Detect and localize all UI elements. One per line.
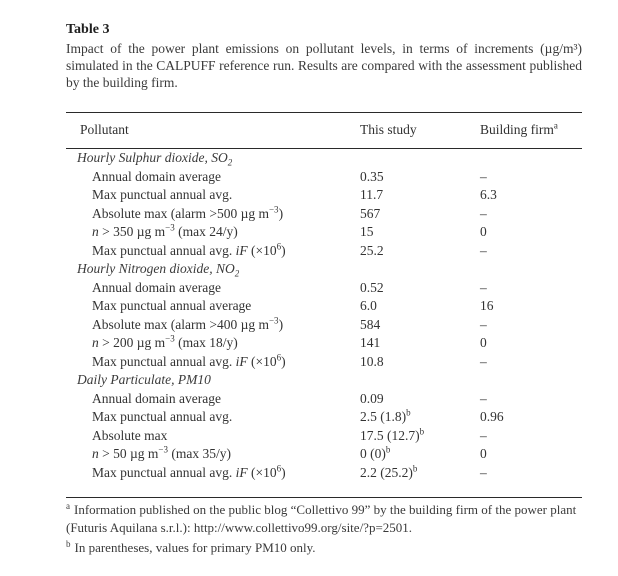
row-label-text: Absolute max (alarm >500 µg m <box>92 205 269 221</box>
row-label-italic: iF <box>235 464 248 480</box>
top-rule <box>66 112 582 113</box>
section-name: Hourly Nitrogen dioxide, NO <box>77 261 235 276</box>
this-study-cell <box>360 446 390 462</box>
row-label-text: (max 18/y) <box>174 335 238 350</box>
row-label-superscript: 6 <box>276 352 282 362</box>
this-study-cell <box>360 317 380 333</box>
row-label <box>92 280 221 296</box>
row-label-superscript: −3 <box>165 333 175 344</box>
footnote-a-text: Information published on the public blog “Collettivo 99” by the building firm of the power plant (Futuris Aquilana s.r.l.): http://www.collettivo99.org/site/?p=2501. <box>66 502 577 535</box>
building-firm-cell: 0 <box>480 224 487 239</box>
bottom-rule <box>66 497 582 498</box>
row-label <box>92 335 238 351</box>
section-label <box>77 261 239 277</box>
section-name: Daily Particulate, PM10 <box>77 372 211 387</box>
row-label <box>92 465 286 481</box>
table-row <box>0 187 618 206</box>
row-label-italic: n <box>92 446 99 461</box>
this-study-value: 11.7 <box>360 187 384 202</box>
row-label-text: > 350 µg m <box>98 224 166 239</box>
this-study-note-mark: b <box>412 463 418 473</box>
row-label-superscript: −3 <box>165 222 175 233</box>
row-label-italic: n <box>92 335 99 350</box>
row-label <box>92 391 221 407</box>
row-label-text: (×10 <box>247 242 277 258</box>
table-row <box>0 354 618 373</box>
row-label-text: (max 24/y) <box>174 224 238 239</box>
header-rule <box>66 148 582 149</box>
table-caption: Impact of the power plant emissions on pollutant levels, in terms of increments (µg/m³) simulated in the CALPUFF reference run. Results are compared with the assessment published by the building firm. <box>66 41 582 91</box>
row-label-text: ) <box>281 353 286 369</box>
table-row <box>0 428 618 447</box>
row-label-superscript: 6 <box>276 463 282 473</box>
this-study-value: 567 <box>360 205 381 221</box>
building-firm-cell: 16 <box>480 298 494 313</box>
footnote-b <box>66 539 582 557</box>
building-firm-cell: – <box>480 205 487 221</box>
column-header-this-study: This study <box>360 122 417 137</box>
this-study-cell <box>360 206 380 222</box>
column-header-note-mark: a <box>553 120 558 131</box>
row-label-text: ) <box>281 242 286 258</box>
building-firm-cell: – <box>480 390 487 406</box>
row-label <box>92 298 251 314</box>
column-header-building-firm <box>480 122 558 138</box>
footnote-a-mark: a <box>66 500 70 511</box>
this-study-value: 584 <box>360 316 381 332</box>
section-row <box>0 261 618 280</box>
this-study-cell <box>360 465 417 481</box>
table-row <box>0 391 618 410</box>
section-row <box>0 372 618 391</box>
this-study-value: 6.0 <box>360 298 377 313</box>
row-label <box>92 428 167 444</box>
this-study-note-mark: b <box>406 407 411 418</box>
section-name-subscript: 2 <box>234 268 240 279</box>
this-study-value: 2.5 (1.8) <box>360 409 407 424</box>
section-name-subscript: 2 <box>227 157 233 168</box>
this-study-cell <box>360 354 384 370</box>
this-study-note-mark: b <box>419 426 425 436</box>
this-study-value: 141 <box>360 335 381 350</box>
row-label-superscript: −3 <box>158 444 168 455</box>
this-study-value: 10.8 <box>360 353 384 369</box>
table-row <box>0 224 618 243</box>
section-label <box>77 372 211 388</box>
row-label-text: Max punctual annual avg. <box>92 353 236 369</box>
this-study-cell <box>360 298 377 314</box>
building-firm-cell: – <box>480 242 487 258</box>
table-row <box>0 409 618 428</box>
row-label-text: > 200 µg m <box>98 335 166 350</box>
table-row <box>0 206 618 225</box>
row-label <box>92 224 238 240</box>
building-firm-cell: 6.3 <box>480 187 497 202</box>
row-label-superscript: 6 <box>276 241 282 251</box>
row-label-text: Absolute max <box>92 427 168 443</box>
row-label <box>92 243 286 259</box>
row-label-text: Max punctual annual average <box>92 298 252 313</box>
row-label <box>92 317 283 333</box>
row-label-text: Max punctual annual avg. <box>92 187 233 202</box>
table-row <box>0 243 618 262</box>
row-label <box>92 409 232 425</box>
this-study-cell <box>360 187 383 203</box>
building-firm-cell: 0 <box>480 446 487 461</box>
section-label <box>77 150 232 166</box>
table-row <box>0 446 618 465</box>
table-row <box>0 169 618 188</box>
building-firm-cell: – <box>480 168 487 184</box>
section-row <box>0 150 618 169</box>
row-label-text: (×10 <box>247 464 277 480</box>
this-study-value: 0 (0) <box>360 446 386 461</box>
building-firm-cell: – <box>480 427 487 443</box>
row-label <box>92 446 231 462</box>
row-label-text: Annual domain average <box>92 168 221 184</box>
table-row <box>0 335 618 354</box>
row-label-text: Max punctual annual avg. <box>92 409 233 424</box>
section-name: Hourly Sulphur dioxide, SO <box>77 150 228 165</box>
this-study-cell <box>360 224 374 240</box>
building-firm-cell: – <box>480 279 487 295</box>
row-label <box>92 354 286 370</box>
building-firm-cell: – <box>480 464 487 480</box>
footnote-b-text: In parentheses, values for primary PM10 only. <box>74 540 316 555</box>
this-study-value: 0.09 <box>360 390 384 406</box>
row-label-italic: iF <box>235 242 248 258</box>
this-study-value: 15 <box>360 224 374 239</box>
row-label-text: ) <box>281 464 286 480</box>
row-label-text: Annual domain average <box>92 279 221 295</box>
column-header-building-firm-label: Building firm <box>480 122 554 137</box>
table-row <box>0 298 618 317</box>
this-study-cell <box>360 169 384 185</box>
row-label-italic: n <box>92 224 99 239</box>
table-title: Table 3 <box>66 22 110 37</box>
this-study-value: 0.35 <box>360 168 384 184</box>
table-row <box>0 465 618 484</box>
row-label-text: ) <box>278 205 284 221</box>
row-label-text: Max punctual annual avg. <box>92 464 236 480</box>
row-label-superscript: −3 <box>268 204 279 214</box>
this-study-cell <box>360 243 384 259</box>
this-study-value: 17.5 (12.7) <box>360 427 420 443</box>
this-study-cell <box>360 409 411 425</box>
this-study-cell <box>360 428 424 444</box>
building-firm-cell: – <box>480 353 487 369</box>
this-study-value: 25.2 <box>360 242 384 258</box>
column-header-pollutant: Pollutant <box>80 122 129 137</box>
this-study-note-mark: b <box>385 444 391 455</box>
row-label <box>92 187 232 203</box>
this-study-value: 0.52 <box>360 279 384 295</box>
row-label-italic: iF <box>235 353 248 369</box>
this-study-cell <box>360 391 384 407</box>
row-label-text: (max 35/y) <box>167 446 231 461</box>
row-label-text: > 50 µg m <box>98 446 159 461</box>
footnote-b-mark: b <box>66 538 71 549</box>
this-study-cell <box>360 335 380 351</box>
building-firm-cell: 0.96 <box>480 409 504 424</box>
row-label-text: Absolute max (alarm >400 µg m <box>92 316 269 332</box>
row-label-superscript: −3 <box>268 315 279 325</box>
building-firm-cell: 0 <box>480 335 487 350</box>
row-label-text: (×10 <box>247 353 277 369</box>
footnote-a <box>66 501 582 536</box>
row-label <box>92 169 221 185</box>
table-row <box>0 280 618 299</box>
this-study-value: 2.2 (25.2) <box>360 464 413 480</box>
building-firm-cell: – <box>480 316 487 332</box>
row-label-text: Annual domain average <box>92 390 221 406</box>
table-row <box>0 317 618 336</box>
table-body <box>0 150 618 483</box>
this-study-cell <box>360 280 384 296</box>
row-label-text: ) <box>278 316 284 332</box>
row-label <box>92 206 283 222</box>
row-label-text: Max punctual annual avg. <box>92 242 236 258</box>
